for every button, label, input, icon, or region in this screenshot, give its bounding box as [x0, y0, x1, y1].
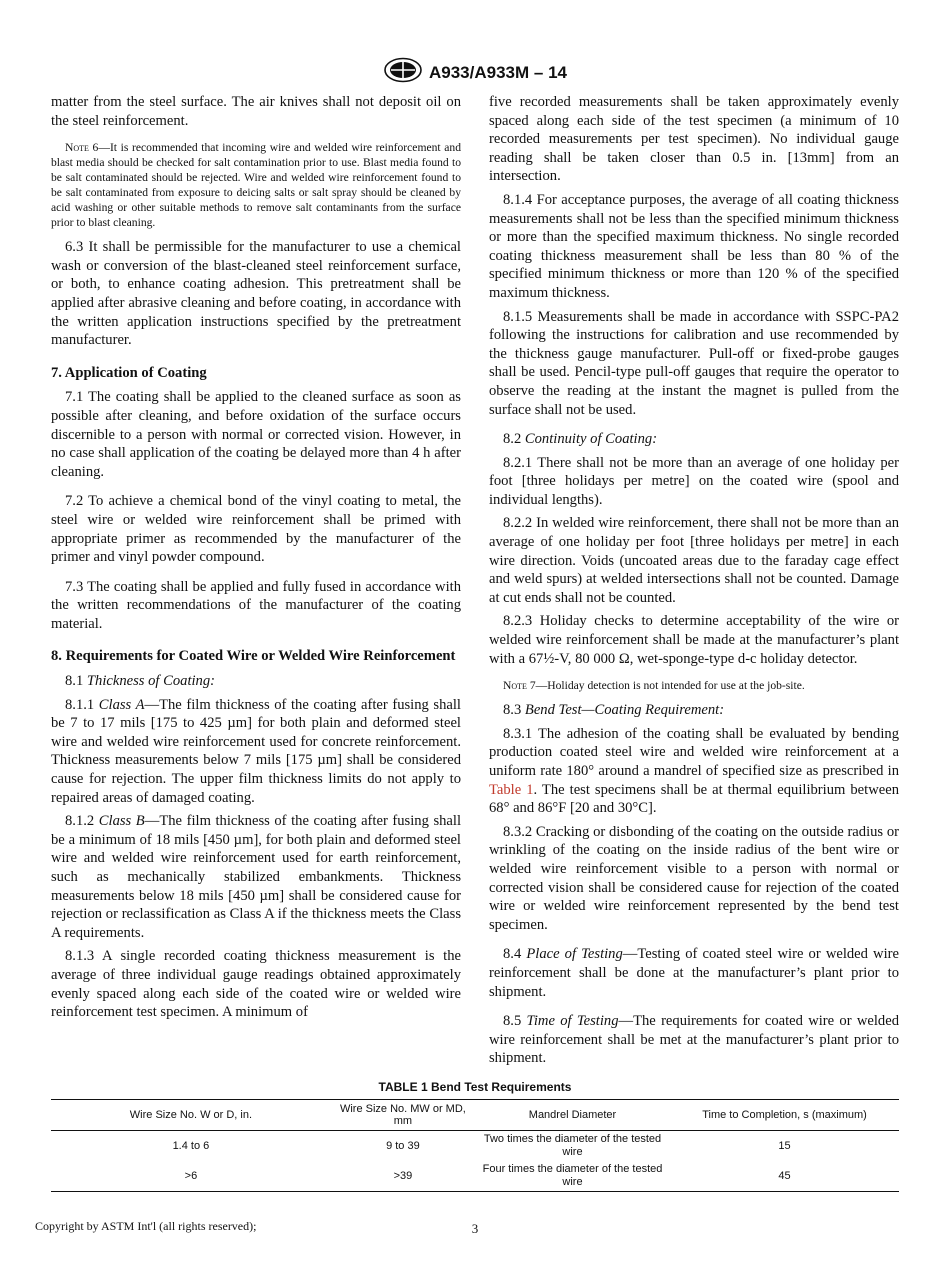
right-column: [489, 93, 899, 1073]
table-cell: 9 to 39: [386, 1139, 420, 1152]
para-title: Class B: [98, 813, 145, 830]
para-number: 8.1: [65, 673, 84, 690]
paragraph-8-3-2: 8.3.2 Cracking or disbonding of the coating on the outside radius or wrinkling of the coating on the inside radius of the bent wire or welded wire reinforcement visible to a person with normal or corrected vision shall be considered cause for rejection of the coated wire or welded wire reinforcement represented by the bend test specimen.: [489, 823, 899, 933]
column-header: Mandrel Diameter: [475, 1100, 670, 1131]
para-text: . The test specimens shall be at thermal equilibrium between 68° and 86°F [20 and 30°C].: [489, 781, 899, 817]
paragraph-8-1-1: [51, 696, 461, 808]
table-row: [51, 1161, 899, 1192]
paragraph-6-3: 6.3 It shall be permissible for the manufacturer to use a chemical wash or conversion of the blast-cleaned steel reinforcement surface, or both, to enhance coating adhesion. This pretreatment shall be applied after abrasive cleaning and before coating, in accordance with the written application instructions specified by the pretreatment manufacturer.: [51, 239, 461, 349]
paragraph-6-2-cont: matter from the steel surface. The air knives shall not deposit oil on the steel reinforcement.: [51, 94, 461, 129]
standard-code: A933/A933M – 14: [429, 62, 567, 82]
note-label: Note 7: [503, 679, 536, 693]
paragraph-8-3: [489, 701, 899, 720]
paragraph-8-4: [489, 945, 899, 1001]
table-cell: >39: [331, 1161, 475, 1192]
paragraph-7-3: 7.3 The coating shall be applied and fully fused in accordance with the written recommendations of the manufacturer of the coating material.: [51, 578, 461, 632]
copyright-notice: Copyright by ASTM Int'l (all rights reserved);: [35, 1219, 257, 1233]
paragraph-8-1-3: 8.1.3 A single recorded coating thickness measurement is the average of three individual gauge readings obtained approximately evenly spaced along each side of the coated wire or welded wire reinforcement test specimen. A minimum of: [51, 948, 461, 1021]
left-column: [51, 93, 461, 1027]
bend-test-table: [51, 1080, 899, 1192]
table-cell: 15: [778, 1139, 791, 1152]
table-1-link[interactable]: Table 1: [489, 781, 534, 798]
para-number: 8.1.1: [65, 696, 95, 713]
table-grid: [51, 1099, 899, 1192]
para-number: 8.5: [503, 1013, 522, 1030]
para-text: —The requirements for coated wire or welded wire reinforcement shall be met at the manufacturer’s plant prior to shipment.: [489, 1013, 900, 1067]
para-title: Continuity of Coating:: [524, 431, 658, 448]
table-cell: 1.4 to 6: [172, 1139, 210, 1152]
table-cell: 45: [670, 1161, 899, 1192]
paragraph-8-2-3: 8.2.3 Holiday checks to determine acceptability of the wire or welded wire reinforcement shall be made at the manufacturer’s plant with a 67½-V, 80 000 Ω, wet-sponge-type d-c holiday detector.: [489, 613, 899, 667]
para-title: Place of Testing: [526, 946, 623, 963]
para-number: 8.4: [503, 946, 522, 963]
para-title: Bend Test—Coating Requirement:: [524, 702, 725, 719]
section-7-heading: 7. Application of Coating: [51, 364, 207, 381]
paragraph-8-2-2: 8.2.2 In welded wire reinforcement, there shall not be more than an average of one holiday per foot [three holidays per metre] in each wire direction. Voids (uncoated areas due to the faraday cage effect and weld spurs) at welded intersections shall not be counted. Damage at cut ends shall not be counted.: [489, 515, 899, 606]
column-header: Time to Completion, s (maximum): [670, 1100, 899, 1131]
table-title: TABLE 1 Bend Test Requirements: [378, 1080, 572, 1094]
paragraph-8-2: [489, 430, 899, 449]
paragraph-7-2: 7.2 To achieve a chemical bond of the vinyl coating to metal, the steel wire or welded wire reinforcement shall be primed with appropriate primer as recommended by the manufacturer of the primer and vinyl powder compound.: [51, 493, 461, 566]
paragraph-8-1-3-cont: five recorded measurements shall be taken approximately evenly spaced along each side of the test specimen (a minimum of 10 recorded measurements per test specimen). No individual gauge reading shall be taken closer than 0.5 in. [13mm] from an intersection.: [489, 94, 899, 185]
para-text: —The film thickness of the coating after fusing shall be a minimum of 18 mils [450 µm], for both plain and deformed steel wire and welded wire reinforcement used for earth reinforcement, such as mechanically stabilized embankments. Thickness measurements below 18 mils [450 µm] shall be considered cause for rejection or reclassification as Class A if the thickness meets the Class A requirements.: [51, 813, 462, 941]
paragraph-7-1: 7.1 The coating shall be applied to the cleaned surface as soon as possible after cleaning, and before oxidation of the surface occurs discernible to a person with normal or corrected vision. However, in no case shall application of the coating be delayed more than 4 h after cleaning.: [51, 389, 461, 480]
note-text: —It is recommended that incoming wire and welded wire reinforcement and blast media should be checked for salt contamination prior to use. Blast media found to be salt contaminated should be rejected. Wire and welded wire reinforcement found to be salt contaminated from exposure to deicing salts or salt spray should be cleaned by acid washing or other suitable methods to remove salt contaminants from the surface prior to blast cleaning.: [51, 141, 461, 230]
para-text: 8.3.1 The adhesion of the coating shall be evaluated by bending production coated steel wire and welded wire reinforcement at a uniform rate 180° around a mandrel of specified size as prescribed in: [489, 725, 899, 779]
paragraph-8-1-4: 8.1.4 For acceptance purposes, the average of all coating thickness measurements shall not be less than the specified minimum thickness or more than the specified maximum thickness. No single recorded coating thickness measurement shall be less than 80 % of the specified minimum thickness or more than 120 % of the specified maximum thickness.: [489, 191, 899, 301]
para-title: Class A: [98, 696, 145, 713]
table-cell: Two times the diameter of the tested wire: [483, 1133, 662, 1158]
note-6: [51, 140, 461, 230]
astm-logo-icon: [383, 57, 423, 88]
note-label: Note 6: [65, 141, 99, 155]
paragraph-8-5: [489, 1012, 899, 1068]
para-number: 8.1.2: [65, 813, 95, 830]
table-header-row: [51, 1100, 899, 1131]
para-text: —Testing of coated steel wire or welded wire reinforcement shall be done at the manufacturer’s plant prior to shipment.: [489, 946, 899, 1000]
paragraph-8-1-5: 8.1.5 Measurements shall be made in accordance with SSPC-PA2 following the instructions for calibration and use recommended by the thickness gauge manufacturer. Pull-off or fixed-probe gauges shall be used. Pencil-type pull-off gauges that require the operator to observe the reading at the instant the magnet is pulled from the surface shall not be used.: [489, 308, 899, 418]
table-cell: >6: [51, 1161, 331, 1192]
table-cell: Four times the diameter of the tested wire: [475, 1161, 670, 1192]
paragraph-8-1: [51, 672, 461, 691]
page-header: [0, 57, 950, 88]
note-text: —Holiday detection is not intended for use at the job-site.: [535, 679, 805, 693]
para-number: 8.3: [503, 702, 522, 719]
column-header: Wire Size No. MW or MD, mm: [331, 1100, 475, 1131]
para-title: Thickness of Coating:: [86, 673, 216, 690]
paragraph-8-3-1: [489, 725, 899, 818]
table-row: [51, 1131, 899, 1162]
column-header: Wire Size No. W or D, in.: [51, 1100, 331, 1131]
paragraph-8-2-1: 8.2.1 There shall not be more than an average of one holiday per foot [three holidays per metre] on the coated wire (spool and individual lengths).: [489, 454, 899, 508]
note-7: [489, 678, 899, 693]
paragraph-8-1-2: [51, 812, 461, 942]
para-number: 8.2: [503, 431, 522, 448]
para-text: —The film thickness of the coating after fusing shall be 7 to 17 mils [175 to 425 µm] for both plain and deformed steel wire and welded wire reinforcement used for concrete reinforcement. Thickness measurements below 7 mils [175 µm] shall be considered cause for rejection. The upper film thickness limits do not apply to repaired areas of damaged coating.: [51, 696, 461, 806]
section-8-heading: 8. Requirements for Coated Wire or Welded Wire Reinforcement: [51, 648, 456, 665]
page-number: 3: [471, 1221, 479, 1236]
para-title: Time of Testing: [526, 1013, 619, 1030]
